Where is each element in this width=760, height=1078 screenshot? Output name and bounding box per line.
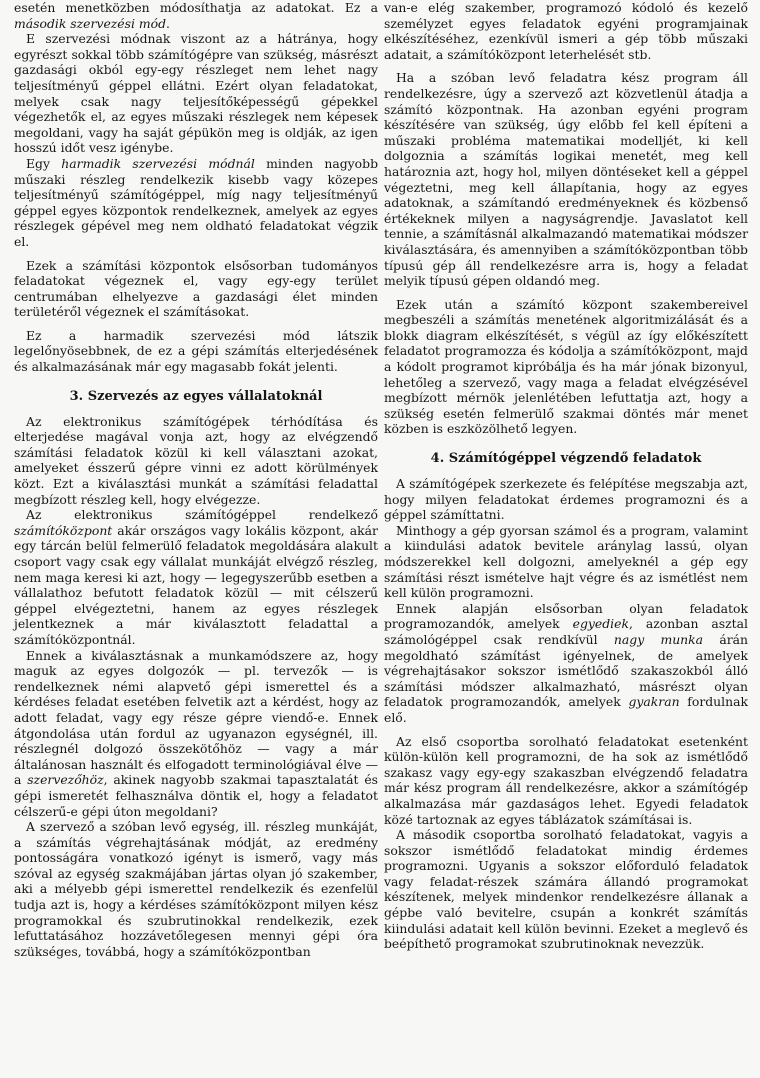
text-run: minden nagyobb műszaki részleg rendelkezik kisebb vagy közepes teljesítményű számítógéppel, míg nagy teljesítményű géppel egyes központok rendelkeznek, amelyek az egyes részlegek gépével meg nem oldható feladatokat végzik el.	[14, 155, 378, 249]
left-column	[14, 0, 378, 959]
italic-term: nagy munka	[613, 631, 704, 647]
text-run: , akinek nagyobb szakmai tapasztalatát és gépi ismeretét felhasználva döntik el, hogy a feladatot célszerű-e gépi úton megoldani?	[14, 772, 379, 819]
text-run: Ennek alapján elsősorban olyan feladatok programozandók, amelyek	[384, 600, 748, 632]
italic-term: gyakran	[628, 694, 680, 710]
text-run: esetén menetközben módosíthatja az adatokat. Ez a	[14, 0, 378, 15]
paragraph	[14, 0, 378, 31]
paragraph: A szervező a szóban levő egység, ill. részleg munkáját, a számítás végrehajtásának módját, az eredmény pontosságára vonatkozó igényt is ismerő, vagy más szóval az egység szakmájában jártas olyan jó szakember, aki a mélyebb gépi ismerettel rendelkezik és ezenfelül tudja azt is, hogy a kérdéses számítóközpont milyen kész programokkal és szubrutinokkal rendelkezik, ezek lefuttatásához hozzávetőlegesen mennyi gépi óra szükséges, továbbá, hogy a számítóközpontban	[14, 819, 378, 959]
italic-term: második szervezési mód	[14, 15, 167, 31]
paragraph: Ha a szóban levő feladatra kész program áll rendelkezésre, úgy a szervező azt közvetlenül átadja a számító központnak. Ha azonban egyéni program készítésére van szükség, úgy előbb fel kell építeni a műszaki probléma matematikai modelljét, ki kell dolgoznia a számítás logikai menetét, meg kell határoznia azt, hogy hol, milyen döntéseket kell a géppel végeztetni, meg kell állapítania, hogy az egyes adatoknak, a számítandó eredményeknek és közbenső értékeknek milyen a nagyságrendje. Javaslatot kell tennie, a számításnál alkalmazandó matematikai módszer kiválasztására, és amennyiben a számítóközpontban több típusú gép áll rendelkezésre arra is, hogy a feladat melyik típusú gépen oldandó meg.	[384, 70, 748, 289]
italic-term: harmadik szervezési módnál	[61, 155, 255, 171]
text-run: , azonban asztal számológéppel csak rendkívül	[384, 616, 749, 647]
text-run: Egy	[26, 155, 62, 171]
paragraph: A számítógépek szerkezete és felépítése megszabja azt, hogy milyen feladatokat érdemes programozni és a géppel számíttatni.	[384, 476, 748, 523]
paragraph: Ez a harmadik szervezési mód látszik legelőnyösebbnek, de ez a gépi számítás elterjedésének és alkalmazásának már egy magasabb fokát jelenti.	[14, 327, 378, 375]
text-run: fordulnak elő.	[384, 694, 748, 725]
paragraph	[384, 601, 748, 726]
italic-term: szervezőhöz	[27, 772, 104, 788]
text-run: Ennek a kiválasztásnak a munkamódszere az, hogy maguk az egyes dolgozók — pl. tervezők — is rendelkeznek némi alapvető gépi ismerettel és a kérdéses feladat esetében felvetik azt a kérdést, hogy az adott feladat, vagy egy része gépre viendő-e. Ennek átgondolása után fordul az ugyanazon egységnél, ill. részlegnél dolgozó összekötőhöz — vagy a már általánosan használt és elfogadott terminológiával élve — a	[14, 647, 378, 788]
paragraph: Minthogy a gép gyorsan számol és a program, valamint a kiindulási adatok bevitele aránylag lassú, olyan módszerekkel kell dolgozni, amelyeknél a gép egy számítási részt ismételve hajt végre és az ismétlést nem kell külön programozni.	[384, 522, 748, 601]
paragraph	[14, 648, 378, 820]
section-heading: 4. Számítógéppel végzendő feladatok	[430, 451, 702, 467]
text-run: Az elektronikus számítógéppel rendelkező	[26, 507, 378, 523]
paragraph: A második csoportba sorolható feladatokat, vagyis a sokszor ismétlődő feladatokat mindig érdemes programozni. Ugyanis a sokszor előforduló feladatok vagy feladat-részek számára állandó programokat készítenek, melyek mindenkor rendelkezésre állanak a gépbe való bevitelre, csupán a konkrét számítás kiindulási adatait kell külön bevinni. Ezeket a meglevő és beépíthető programokat szubrutinoknak nevezzük.	[384, 827, 748, 952]
text-run: akár országos vagy lokális központ, akár egy tárcán belül felmerülő feladatok megoldására alakult csoport vagy csak egy vállalat munkáját elvégző részleg, nem maga keresi ki azt, hogy — legegyszerűbb esetben a vállalathoz befutott feladatok közül — mit célszerű géppel elvégeztetni, hanem az egyes részlegek jelentkeznek a már kiválasztott feladattal a számítóközpontnál.	[14, 522, 378, 647]
italic-term: egyediek	[572, 616, 629, 632]
text-run: .	[166, 15, 170, 31]
paragraph: Az első csoportba sorolható feladatokat esetenként külön-külön kell programozni, de ha sok az ismétlődő szakasz vagy egy-egy szakaszban elvégzendő feladatra már kész program áll rendelkezésre, akkor a számítógép alkalmazása már gazdaságos lehet. Egyedi feladatok közé tartoznak az egyes táblázatok számításai is.	[384, 733, 748, 827]
text-run: árán megoldható számítást igényelnek, de amelyek végrehajtásakor sokszor ismétlődő szakaszokból álló számítási módszer alkalmazható, másrészt olyan feladatok programozandók, amelyek	[384, 631, 749, 710]
section-heading: 3. Szervezés az egyes vállalatoknál	[69, 388, 323, 404]
paragraph	[14, 507, 378, 647]
paragraph: E szervezési módnak viszont az a hátránya, hogy egyrészt sokkal több számítógépre van szükség, másrészt gazdasági okból egy-egy részleget nem lehet nagy teljesítményű géppel ellátni. Ezért olyan feladatokat, melyek csak nagy teljesítőképességű gépekkel végezhetők el, az egyes műszaki részlegek nem képesek megoldani, vagy ha saját gépükön meg is oldják, az igen hosszú időt vesz igénybe.	[14, 31, 378, 156]
paragraph	[14, 156, 378, 250]
paragraph: Ezek után a számító központ szakembereivel megbeszéli a számítás menetének algoritmizálását és a blokk diagram elkészítését, s végül az így előkészített feladatot programozza és kódolja a számítóközpont, majd a kódolt programot kipróbálja és ha már jónak bizonyul, lehetőleg a szervező, vagy maga a feladat elvégzésével megbízott mérnök jelenlétében lefuttatja azt, hogy a szükség esetén felmerülő szakmai döntés már menet közben is eszközölhető legyen.	[384, 296, 748, 437]
right-column	[384, 0, 748, 952]
paragraph: Ezek a számítási központok elsősorban tudományos feladatokat végeznek el, vagy egy-egy terület centrumában elhelyezve a gazdasági élet minden területéről végeznek el számításokat.	[14, 257, 378, 320]
paragraph: Az elektronikus számítógépek térhódítása és elterjedése magával vonja azt, hogy az elvégzendő számítási feladatok közül ki kell választani azokat, amelyeket ésszerű gépre vinni ez adott körülmények közt. Ezt a kiválasztási munkát a számítási feladattal megbízott részleg kell, hogy elvégezze.	[14, 413, 378, 507]
paragraph: van-e elég szakember, programozó kódoló és kezelő személyzet egyes feladatok egyéni programjainak elkészítéséhez, ezenkívül ismeri a gép több műszaki adatait, a számítóközpont leterhelését stb.	[384, 0, 748, 62]
italic-term: számítóközpont	[14, 522, 113, 538]
